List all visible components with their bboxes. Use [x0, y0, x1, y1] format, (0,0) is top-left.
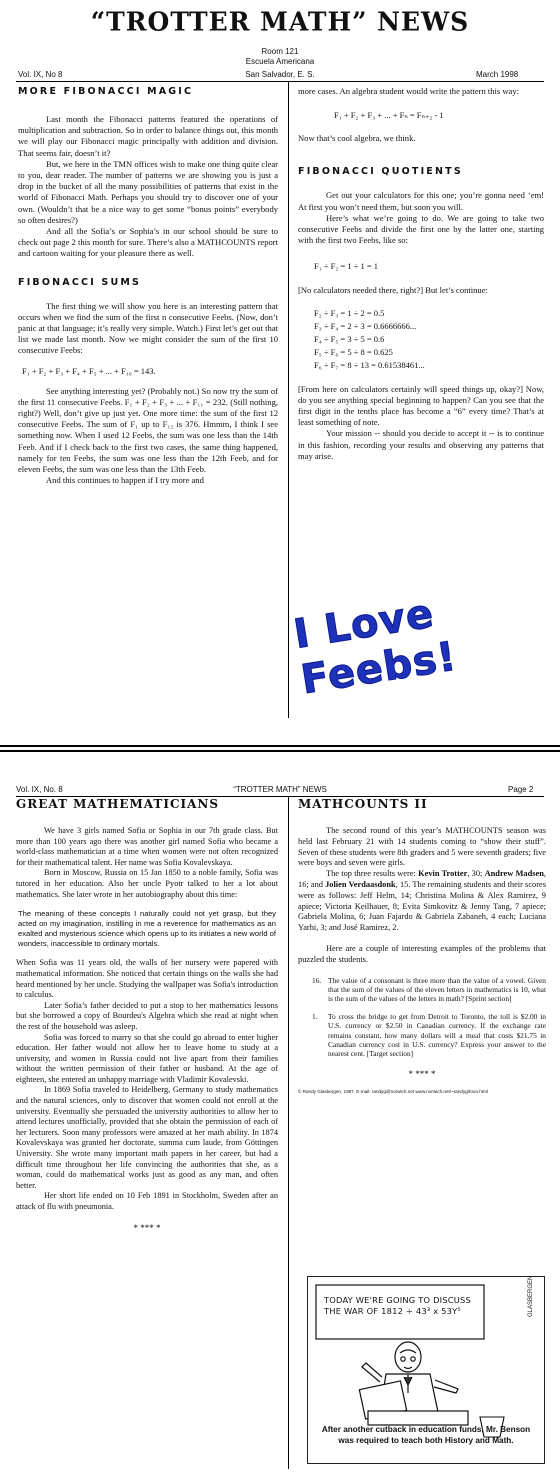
city: San Salvador, E. S.	[245, 70, 315, 79]
section-heading-great-mathematicians: GREAT MATHEMATICIANS	[16, 797, 220, 811]
quotient-line: F₄ ÷ F₅ = 3 ÷ 5 = 0.6	[314, 333, 385, 344]
page1-left-column	[18, 86, 278, 486]
page2-left-column	[16, 797, 278, 1233]
cartoon	[307, 1276, 545, 1464]
page-number: Page 2	[508, 785, 534, 794]
problem-target: 1. To cross the bridge to get from Detroit to Toronto, the toll is $2.00 in U.S. currency or $2.50 in Canadian currency. If the exchange rate remains constant, how many dollars will a meal that costs $21.75 in Canadian currency cost in U.S. currency? Express your answer to the nearest cent. [Target section]	[312, 1011, 546, 1059]
paragraph: And all the Sofia’s or Sophia’s in our school should be sure to check out page 2 this month for sure. There’s also a MATHCOUNTS report and cartoon waiting for your pleasure there as well.	[18, 226, 278, 259]
sum-formula: F₁ + F₂ + F₃ + F₄ + F₅ + ... + F₁₀ = 143.	[22, 365, 156, 376]
i-love-feebs-wordart: I Love Feebs!	[290, 590, 460, 704]
paragraph: [No calculators needed there, right?] But let’s continue:	[298, 285, 488, 296]
section-end-stars: * *** *	[408, 1068, 436, 1079]
page-separator	[0, 745, 560, 747]
autobiography-quote: The meaning of these concepts I naturally could not yet grasp, but they acted on my imagination, instilling in me a reverence for mathematics as an exalted and mysterious science which opens up to its initiates a new world of wonders, inaccessible to ordinary mortals.	[18, 909, 276, 948]
column-divider	[288, 797, 289, 1469]
school-name: Escuela Americana	[245, 57, 315, 66]
winner-name: Andrew Madsen	[484, 869, 544, 879]
section-heading-fibonacci-sums: FIBONACCI SUMS	[18, 276, 142, 288]
winner-name: Kevin Trotter	[418, 869, 468, 879]
quotient-line: F₃ ÷ F₄ = 2 ÷ 3 = 0.6666666...	[314, 320, 417, 331]
paragraph: Born in Moscow, Russia on 15 Jan 1850 to a noble family, Sofia was tutored in her education. Also her uncle Pyotr talked to her a lot about mathematics. She later wrote in her autobiography about this time:	[16, 868, 278, 899]
section-heading-fibonacci-quotients: FIBONACCI QUOTIENTS	[298, 166, 463, 178]
paragraph: Last month the Fibonacci patterns featured the operations of multiplication and subtraction. So in order to balance things out, this month we will play our Fibonacci magic principally with addition and division. That seems fair, doesn’t it?	[18, 114, 278, 158]
masthead-rule	[16, 81, 544, 82]
page2-volume: Vol. IX, No. 8	[16, 785, 63, 794]
page2-right-column	[298, 797, 546, 1095]
column-divider	[288, 82, 289, 718]
quotient-line: F₅ ÷ F₆ = 5 ÷ 8 = 0.625	[314, 346, 393, 357]
quotient-line: F₆ ÷ F₇ = 8 ÷ 13 = 0.61538461...	[314, 359, 425, 370]
paragraph: The second round of this year’s MATHCOUNTS season was held last February 21 with 14 students coming to “show their stuff”. Seven of these students were 8th graders and 5 were seventh graders; five were boys and seven were girls.	[298, 826, 546, 868]
paragraph: [From here on calculators certainly will speed things up, okay?] Now, do you see anything special beginning to happen? Can you see that the first digit in the tenths place has become a “6” every time? That’s at least something of note.	[298, 383, 544, 428]
winner-name: Jolien Verdaasdonk	[325, 879, 396, 889]
paragraph: In 1869 Sofia traveled to Heidelberg, Germany to study mathematics and the natural sciences, only to discover that women could not enroll at the university. Eventually she persuaded the university authorities to allow her to attend lectures unofficially, provided that she obtain the permission of each of her lecturers. Soon many professors were amazed at her math ability. In 1874 Kovalevskaya was granted her doctorate, summa cum laude, from Göttingen University. She wrote many important math papers in her career, but had a difficult time throughout her life convincing the authorities that she, as a woman, could do mathematical works just as good as any man, and often better.	[16, 1085, 278, 1190]
page-separator	[0, 750, 560, 752]
paragraph: more cases. An algebra student would write the pattern this way:	[298, 86, 519, 96]
paragraph: Later Sofia’s father decided to put a stop to her mathematics lessons but she borrowed a copy of Bourdeu's Algebra which she read at night when the rest of the household was asleep.	[16, 1000, 278, 1031]
paragraph: Sofia was forced to marry so that she could go abroad to enter higher education. Her father would not allow her to leave home to study at a university, and women in Russia could not live apart from their families without the written permission of their father or husband. At the age of eighteen, she entered an unhappy marriage with Vladimir Kovalevski.	[16, 1032, 278, 1084]
paragraph: Here’s what we’re going to do. We are going to take two consecutive Feebs and divide the first one by the latter one, starting with the first two Feebs, like so:	[298, 212, 544, 246]
paragraph: See anything interesting yet? (Probably not.) So now try the sum of the first 11 consecutive Feebs. F₁ + F₂ + F₃ + ... + F₁₁ = 232. (Still nothing, right?) Well, don’t give up just yet. One more time: the sum of the first 12 consecutive Feebs. The sum of F₁ up to F₁₂ is 376. Hmmm, I think I see something now. When I used 12 Feebs, the sum was one less than the 14th Feeb. And if I check back to the first two cases, the same thing happened, namely for ten Feebs, the sum was one less than the 12th Feeb, and for eleven Feebs, the sum was one less than the 13th Feeb.	[18, 385, 278, 475]
paragraph: Here are a couple of interesting examples of the problems that puzzled the students.	[298, 943, 546, 964]
page2-running-title: “TROTTER MATH” NEWS	[233, 785, 327, 794]
volume-number: Vol. IX, No 8	[18, 70, 63, 79]
paragraph: The first thing we will show you here is an interesting pattern that occurs when we find the sum of the first n consecutive Feebs. (Now, don’t panic at that language; it’s really very simple. Watch.) First let’s get out that list we made last month. Now we might consider the sum of the first 10 consecutive Feebs:	[18, 300, 278, 356]
section-heading-mathcounts: MATHCOUNTS II	[298, 797, 428, 811]
paragraph: But, we here in the TMN offices wish to make one thing quite clear to you, dear reader. The number of patterns we are showing you is just a drop in the bucket of all the many possibilities of patterns that exist in the world of Fibonacci Math. Perhaps you should try to discover one of your own. (Wouldn’t that be a nice way to get some “bonus points” everybody so often desires?)	[18, 158, 278, 225]
paragraph: Get out your calculators for this one; you’re gonna need ‘em! At first you won’t need them, but soon you will.	[298, 190, 544, 212]
results-paragraph: The top three results were: Kevin Trotter, 30; Andrew Madsen, 16; and Jolien Verdaasdonk, 15. The remaining students and their scores were as follows: Jeff Helm, 14; Christina Molina & Alex Ramirez, 9 apiece; Victoria Keilhauer, 8; Evita Simkovitz & Jenny Tang, 7 apiece; Gabriela Molina, 6; Juan Fajardo & Gabriela Zabaneh, 4 each; Luciana Yarhi, 3; and José Ramirez, 2.	[298, 869, 546, 933]
cartoon-caption: After another cutback in education funds, Mr. Benson was required to teach both History and Math.	[321, 1425, 531, 1445]
desk	[368, 1411, 468, 1425]
paragraph: Now that’s cool algebra, we think.	[298, 133, 416, 144]
issue-date: March 1998	[476, 70, 519, 79]
room-number: Room 121	[261, 47, 299, 56]
chalkboard-text: TODAY WE'RE GOING TO DISCUSS THE WAR OF 1812 ÷ 43³ x 53Y⁵	[324, 1295, 471, 1316]
page1-right-column	[298, 86, 544, 462]
paragraph: We have 3 girls named Sofia or Sophia in our 7th grade class. But more than 100 years ago there was another girl named Sofia who became a world-class mathematician at a time when women were not often recognized for their mathematical talent. Her name was Sofia Kovalevskaya.	[16, 826, 278, 867]
first-quotient: F₁ ÷ F₂ = 1 ÷ 1 = 1	[314, 261, 379, 272]
cartoonist-signature: GLASBERGEN	[528, 1275, 534, 1317]
problem-sprint: 16. The value of a consonant is three more than the value of a vowel. Given that the sum of the values of the eleven letters in mathematics is 10, what is the sum of the values of the letters in math? [Sprint section]	[312, 975, 546, 1004]
cartoon-copyright: © Randy Glasbergen, 1997. E-mail: randyg@norwich.net www.norwich.net/~randyg/toon.html	[298, 1088, 488, 1094]
paragraph: And this continues to happen if I try more and	[46, 475, 204, 486]
paragraph: When Sofia was 11 years old, the walls of her nursery were papered with mathematical information. She noticed that certain things on the walls she had heard mentioned by her uncle. Studying the wallpaper was Sofia's introduction to calculus.	[16, 958, 278, 1000]
paragraph: Your mission -- should you decide to accept it -- is to continue in this fashion, recording your results and observing any patterns that may arise.	[298, 428, 544, 461]
algebra-formula: F₁ + F₂ + F₃ + ... + Fₙ = Fₙ₊₂ - 1	[334, 110, 444, 121]
newsletter-title: “TROTTER MATH” NEWS	[90, 6, 470, 37]
quotient-line: F₂ ÷ F₃ = 1 ÷ 2 = 0.5	[314, 307, 385, 318]
section-heading-fibonacci-magic: MORE FIBONACCI MAGIC	[18, 86, 194, 97]
section-end-stars: * *** *	[133, 1222, 161, 1233]
paragraph: Her short life ended on 10 Feb 1891 in Stockholm, Sweden after an attack of flu with pneumonia.	[16, 1191, 278, 1211]
